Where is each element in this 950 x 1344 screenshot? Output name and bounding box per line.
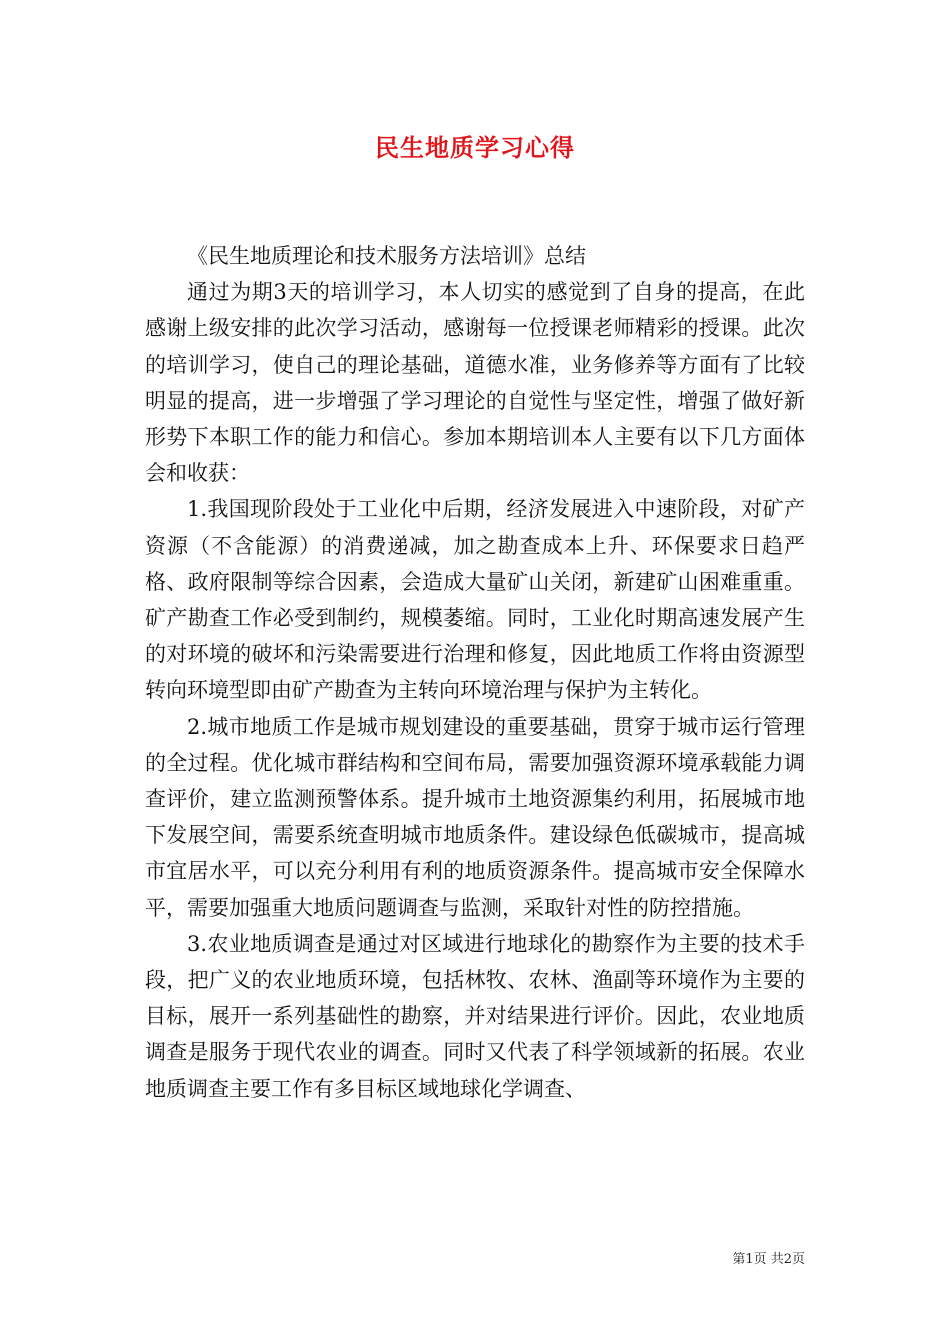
point-3-paragraph: 3.农业地质调查是通过对区域进行地球化的勘察作为主要的技术手段，把广义的农业地质环境，包括林牧、农林、渔副等环境作为主要的目标，展开一系列基础性的勘察，并对结果进行评价。因此，农业地质调查是服务于现代农业的调查。同时又代表了科学领域新的拓展。农业地质调查主要工作有多目标区域地球化学调查、: [145, 931, 805, 1101]
page-number-footer: 第1页 共2页: [732, 1252, 805, 1267]
document-title: 民生地质学习心得: [375, 133, 575, 162]
document-body: [145, 238, 805, 1107]
intro-paragraph: 通过为期3天的培训学习，本人切实的感觉到了自身的提高，在此感谢上级安排的此次学习活动，感谢每一位授课老师精彩的授课。此次的培训学习，使自己的理论基础，道德水准，业务修养等方面有了比较明显的提高，进一步增强了学习理论的自觉性与坚定性，增强了做好新形势下本职工作的能力和信心。参加本期培训本人主要有以下几方面体会和收获：: [145, 280, 805, 486]
subtitle-paragraph: 《民生地质理论和技术服务方法培训》总结: [187, 244, 586, 268]
point-1-paragraph: 1.我国现阶段处于工业化中后期，经济发展进入中速阶段，对矿产资源（不含能源）的消费递减，加之勘查成本上升、环保要求日趋严格、政府限制等综合因素，会造成大量矿山关闭，新建矿山困难重重。矿产勘查工作必受到制约，规模萎缩。同时，工业化时期高速发展产生的对环境的破坏和污染需要进行治理和修复，因此地质工作将由资源型转向环境型即由矿产勘查为主转向环境治理与保护为主转化。: [145, 497, 805, 703]
point-2-paragraph: 2.城市地质工作是城市规划建设的重要基础，贯穿于城市运行管理的全过程。优化城市群结构和空间布局，需要加强资源环境承载能力调查评价，建立监测预警体系。提升城市土地资源集约利用，拓展城市地下发展空间，需要系统查明城市地质条件。建设绿色低碳城市，提高城市宜居水平，可以充分利用有利的地质资源条件。提高城市安全保障水平，需要加强重大地质问题调查与监测，采取针对性的防控措施。: [145, 714, 805, 920]
